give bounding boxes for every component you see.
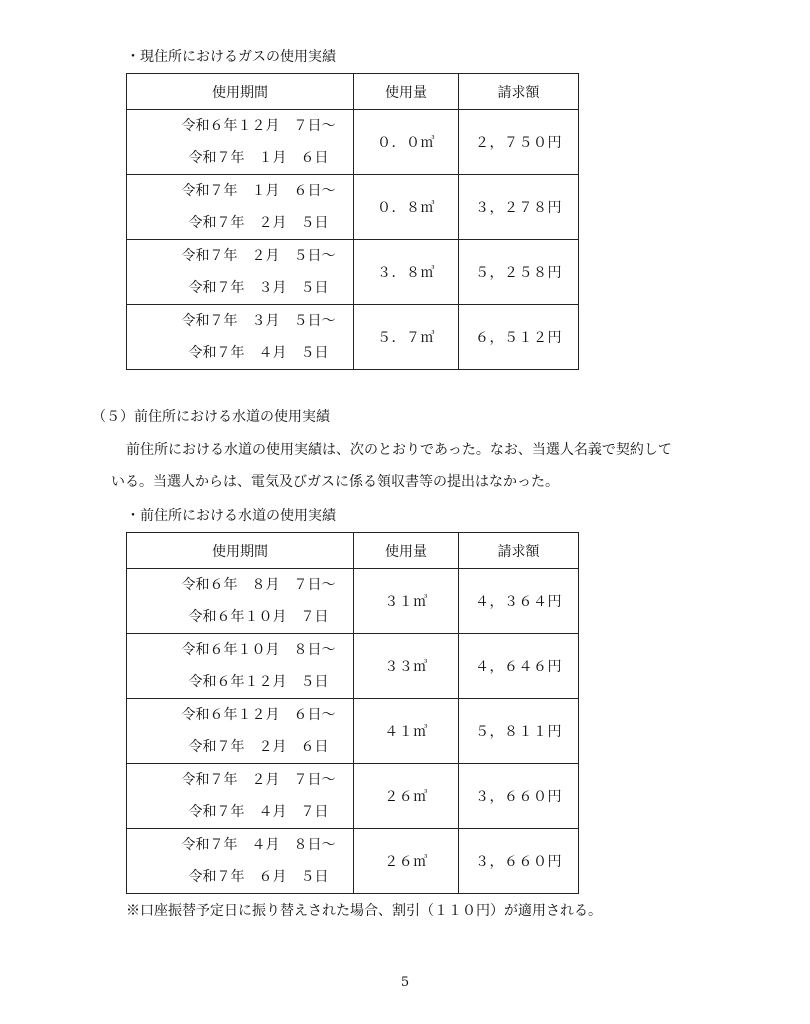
period-start: 令和６年１２月 ６日～ (181, 707, 336, 723)
period-end: 令和７年 ６月 ５日 (188, 869, 329, 885)
period-end: 令和７年 ４月 ７日 (188, 804, 329, 820)
period-cell (127, 305, 354, 370)
table-row (127, 110, 579, 175)
period-end: 令和７年 ２月 ５日 (188, 215, 329, 231)
gas-usage-table (126, 73, 579, 370)
table-row (127, 699, 579, 764)
usage-cell: ０．０㎥ (354, 110, 459, 175)
period-cell (127, 764, 354, 829)
amount-cell: ３，６６０円 (459, 764, 579, 829)
usage-cell: ３３㎥ (354, 634, 459, 699)
usage-cell: ２６㎥ (354, 829, 459, 894)
column-header-amount: 請求額 (459, 533, 579, 569)
period-start: 令和７年 ４月 ８日～ (181, 837, 336, 853)
table-row (127, 175, 579, 240)
amount-cell: ４，６４６円 (459, 634, 579, 699)
usage-cell: ５．７㎥ (354, 305, 459, 370)
table-row (127, 634, 579, 699)
period-cell (127, 569, 354, 634)
period-end: 令和６年１２月 ５日 (188, 674, 329, 690)
amount-cell: ５，２５８円 (459, 240, 579, 305)
table-row (127, 764, 579, 829)
period-cell (127, 240, 354, 305)
usage-cell: ３１㎥ (354, 569, 459, 634)
period-end: 令和７年 １月 ６日 (188, 150, 329, 166)
period-cell (127, 110, 354, 175)
period-end: 令和７年 ２月 ６日 (188, 739, 329, 755)
period-cell (127, 699, 354, 764)
column-header-usage: 使用量 (354, 533, 459, 569)
table-row (127, 305, 579, 370)
usage-cell: ３．８㎥ (354, 240, 459, 305)
column-header-usage: 使用量 (354, 74, 459, 110)
amount-cell: ４，３６４円 (459, 569, 579, 634)
period-end: 令和７年 ３月 ５日 (188, 280, 329, 296)
water-section-heading: （５）前住所における水道の使用実績 (92, 409, 330, 425)
column-header-period: 使用期間 (127, 74, 354, 110)
water-table-caption: ・前住所における水道の使用実績 (126, 508, 336, 524)
period-cell (127, 829, 354, 894)
period-cell (127, 634, 354, 699)
table-header-row (127, 74, 579, 110)
period-start: 令和６年１２月 ７日～ (181, 118, 336, 134)
water-usage-table (126, 532, 579, 894)
discount-note: ※口座振替予定日に振り替えされた場合、割引（１１０円）が適用される。 (126, 903, 602, 919)
period-end: 令和７年 ４月 ５日 (188, 345, 329, 361)
usage-cell: ２６㎥ (354, 764, 459, 829)
period-start: 令和６年１０月 ８日～ (181, 642, 336, 658)
period-start: 令和７年 ２月 ５日～ (181, 248, 336, 264)
usage-cell: ４１㎥ (354, 699, 459, 764)
gas-table-caption: ・現住所におけるガスの使用実績 (126, 49, 336, 65)
water-paragraph-line-2: いる。当選人からは、電気及びガスに係る領収書等の提出はなかった。 (111, 474, 559, 490)
period-start: 令和６年 ８月 ７日～ (181, 577, 336, 593)
column-header-amount: 請求額 (459, 74, 579, 110)
table-header-row (127, 533, 579, 569)
page-number: 5 (400, 975, 410, 990)
water-paragraph-line-1: 前住所における水道の使用実績は、次のとおりであった。なお、当選人名義で契約して (126, 442, 672, 458)
table-row (127, 569, 579, 634)
amount-cell: ３，２７８円 (459, 175, 579, 240)
table-row (127, 829, 579, 894)
period-start: 令和７年 ３月 ５日～ (181, 313, 336, 329)
amount-cell: ６，５１２円 (459, 305, 579, 370)
usage-cell: ０．８㎥ (354, 175, 459, 240)
table-row (127, 240, 579, 305)
period-start: 令和７年 ２月 ７日～ (181, 772, 336, 788)
period-end: 令和６年１０月 ７日 (188, 609, 329, 625)
amount-cell: ２，７５０円 (459, 110, 579, 175)
amount-cell: ３，６６０円 (459, 829, 579, 894)
column-header-period: 使用期間 (127, 533, 354, 569)
period-cell (127, 175, 354, 240)
amount-cell: ５，８１１円 (459, 699, 579, 764)
period-start: 令和７年 １月 ６日～ (181, 183, 336, 199)
